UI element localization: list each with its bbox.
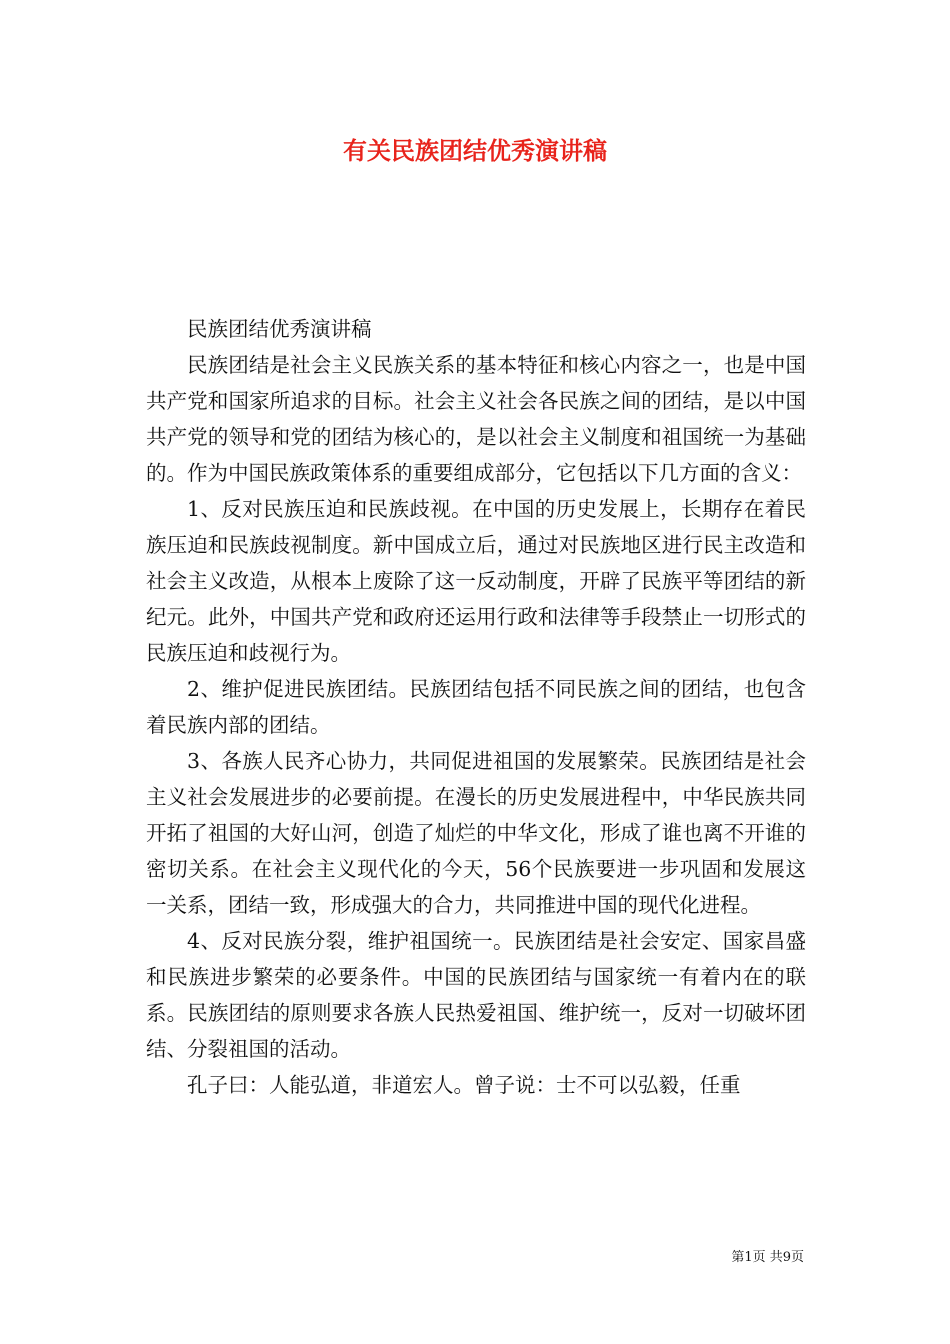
page-title: 有关民族团结优秀演讲稿 <box>343 136 607 165</box>
point-2-paragraph: 2、维护促进民族团结。民族团结包括不同民族之间的团结，也包含着民族内部的团结。 <box>146 677 806 737</box>
point-3-paragraph: 3、各族人民齐心协力，共同促进祖国的发展繁荣。民族团结是社会主义社会发展进步的必要前提。在漫长的历史发展进程中，中华民族共同开拓了祖国的大好山河，创造了灿烂的中华文化，形成了谁也离不开谁的密切关系。在社会主义现代化的今天，56个民族要进一步巩固和发展这一关系，团结一致，形成强大的合力，共同推进中国的现代化进程。 <box>146 749 806 917</box>
quote-paragraph: 孔子曰：人能弘道，非道宏人。曾子说：士不可以弘毅，任重 <box>187 1073 741 1097</box>
point-4-paragraph: 4、反对民族分裂，维护祖国统一。民族团结是社会安定、国家昌盛和民族进步繁荣的必要条件。中国的民族团结与国家统一有着内在的联系。民族团结的原则要求各族人民热爱祖国、维护统一，反对一切破坏团结、分裂祖国的活动。 <box>146 929 806 1061</box>
subtitle-paragraph: 民族团结优秀演讲稿 <box>187 317 372 341</box>
point-1-paragraph: 1、反对民族压迫和民族歧视。在中国的历史发展上，长期存在着民族压迫和民族歧视制度。新中国成立后，通过对民族地区进行民主改造和社会主义改造，从根本上废除了这一反动制度，开辟了民族平等团结的新纪元。此外，中国共产党和政府还运用行政和法律等手段禁止一切形式的民族压迫和歧视行为。 <box>146 497 806 665</box>
page-number: 第1页 共9页 <box>731 1250 804 1265</box>
intro-paragraph: 民族团结是社会主义民族关系的基本特征和核心内容之一，也是中国共产党和国家所追求的目标。社会主义社会各民族之间的团结，是以中国共产党的领导和党的团结为核心的，是以社会主义制度和祖国统一为基础的。作为中国民族政策体系的重要组成部分，它包括以下几方面的含义： <box>146 353 806 485</box>
document-body <box>146 311 806 1103</box>
